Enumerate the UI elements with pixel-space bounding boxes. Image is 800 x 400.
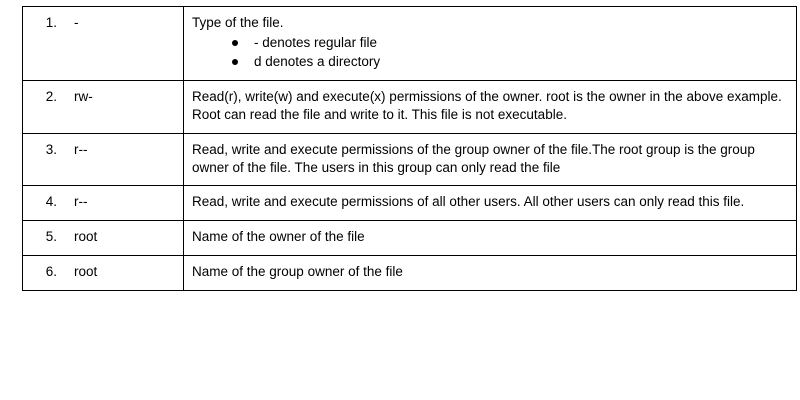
- table-body: [23, 7, 797, 291]
- field-cell: [23, 81, 184, 134]
- description-cell: [184, 81, 797, 134]
- field-row: [31, 88, 175, 106]
- table-row: [23, 133, 797, 186]
- description-text: Name of the group owner of the file: [192, 264, 403, 279]
- row-number: 5.: [45, 229, 57, 245]
- bullet-list: [192, 33, 788, 71]
- permission-code: -: [74, 15, 79, 30]
- document-body: [22, 6, 782, 291]
- list-item: - denotes regular file: [232, 33, 788, 52]
- description-cell: [184, 7, 797, 81]
- field-cell: [23, 256, 184, 291]
- row-number: 6.: [45, 264, 57, 279]
- permission-code: root: [74, 264, 98, 279]
- description-text: Name of the owner of the file: [192, 229, 365, 245]
- table-row: [23, 81, 797, 134]
- description-text: Read, write and execute permissions of the group owner of the file.The root group is the group owner of the file. The users in this group can only read the file: [192, 141, 755, 175]
- field-row: [31, 14, 175, 32]
- field-row: [31, 263, 175, 281]
- field-cell: [23, 221, 184, 256]
- field-cell: [23, 7, 184, 81]
- permission-code: root: [74, 229, 98, 245]
- list-item: d denotes a directory: [232, 52, 788, 71]
- table-row: [23, 186, 797, 221]
- row-number: 4.: [45, 194, 57, 210]
- description-cell: [184, 256, 797, 291]
- field-row: [31, 228, 175, 246]
- permission-code: r--: [74, 141, 88, 157]
- row-number: 2.: [45, 89, 57, 105]
- table-row: [23, 221, 797, 256]
- row-number: 1.: [45, 15, 57, 30]
- permission-fields-table: [22, 6, 797, 291]
- field-cell: [23, 186, 184, 221]
- row-number: 3.: [45, 141, 57, 157]
- description-cell: [184, 186, 797, 221]
- field-row: [31, 193, 175, 211]
- description-cell: [184, 133, 797, 186]
- table-row: [23, 256, 797, 291]
- description-text: Read(r), write(w) and execute(x) permissions of the owner. root is the owner in the above example. Root can read the file and write to it. This file is not executable.: [192, 89, 782, 122]
- description-text: Read, write and execute permissions of all other users. All other users can only read this file.: [192, 194, 745, 210]
- field-row: [31, 141, 175, 159]
- permission-code: rw-: [74, 89, 93, 105]
- permission-code: r--: [74, 194, 88, 210]
- table-row: [23, 7, 797, 81]
- field-cell: [23, 133, 184, 186]
- description-text: Type of the file.: [192, 15, 284, 30]
- description-cell: [184, 221, 797, 256]
